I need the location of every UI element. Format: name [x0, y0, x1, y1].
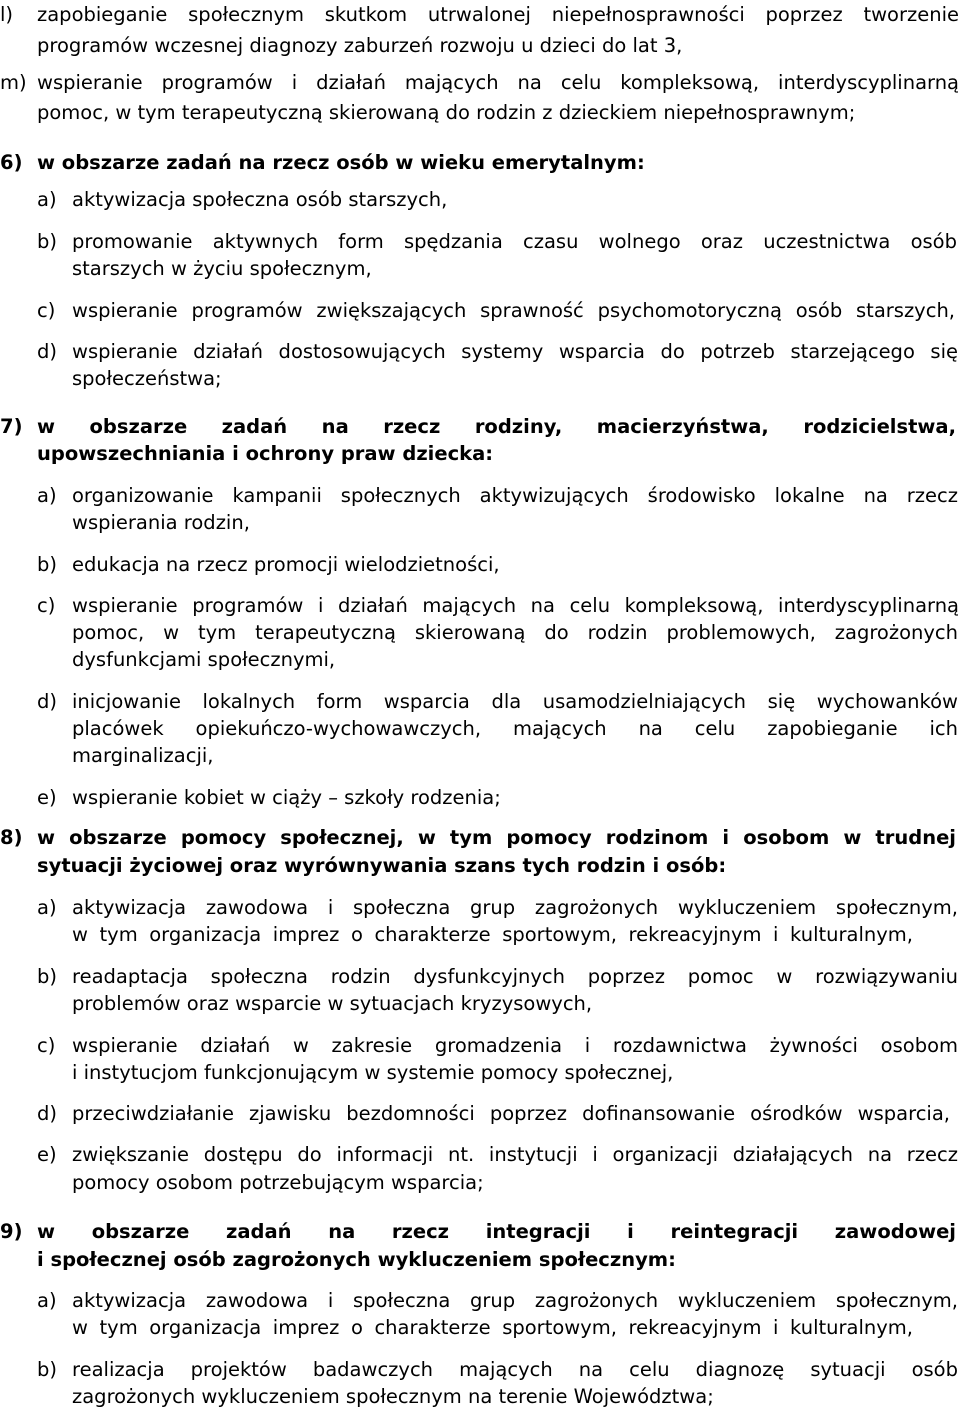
list-marker: b) [37, 230, 57, 253]
list-item-text: w tym organizacja imprez o charakterze sportowym, rekreacyjnym i kulturalnym, [72, 1316, 913, 1339]
section-number: 9) [0, 1220, 23, 1243]
list-item-text: realizacja projektów badawczych mających na celu diagnozę sytuacji osób [72, 1358, 958, 1381]
section-heading: sytuacji życiowej oraz wyrównywania szans tych rodzin i osób: [37, 854, 727, 877]
list-marker: d) [37, 1102, 57, 1125]
list-item-text: programów wczesnej diagnozy zaburzeń rozwoju u dzieci do lat 3, [37, 34, 683, 57]
list-item-text: wspieranie programów i działań mających na celu kompleksową, interdyscyplinarną [37, 71, 959, 94]
list-marker: c) [37, 1034, 56, 1057]
list-item-text: organizowanie kampanii społecznych aktywizujących środowisko lokalne na rzecz [72, 484, 959, 507]
list-marker: e) [37, 786, 57, 809]
list-marker: a) [37, 188, 57, 211]
list-marker: m) [0, 71, 27, 94]
list-item-text: aktywizacja zawodowa i społeczna grup zagrożonych wykluczeniem społecznym, [72, 1289, 958, 1312]
list-item-text: inicjowanie lokalnych form wsparcia dla usamodzielniających się wychowanków [72, 690, 958, 713]
section-heading: w obszarze zadań na rzecz rodziny, macierzyństwa, rodzicielstwa, [37, 415, 956, 438]
list-marker: c) [37, 299, 56, 322]
list-item-text: i instytucjom funkcjonującym w systemie pomocy społecznej, [72, 1061, 674, 1084]
list-item-text: aktywizacja społeczna osób starszych, [72, 188, 448, 211]
list-item-text: wspieranie programów i działań mających na celu kompleksową, interdyscyplinarną [72, 594, 959, 617]
list-item-text: zagrożonych wykluczeniem społecznym na terenie Województwa; [72, 1385, 714, 1408]
list-item-text: aktywizacja zawodowa i społeczna grup zagrożonych wykluczeniem społecznym, [72, 896, 958, 919]
section-number: 8) [0, 826, 23, 849]
list-marker: b) [37, 553, 57, 576]
list-item-text: marginalizacji, [72, 744, 214, 767]
list-item-text: dysfunkcjami społecznymi, [72, 648, 336, 671]
list-item-text: promowanie aktywnych form spędzania czasu wolnego oraz uczestnictwa osób [72, 230, 957, 253]
list-marker: a) [37, 1289, 57, 1312]
list-item-text: pomocy osobom potrzebującym wsparcia; [72, 1171, 484, 1194]
list-item-text: społeczeństwa; [72, 367, 222, 390]
list-item-text: przeciwdziałanie zjawisku bezdomności poprzez dofinansowanie ośrodków wsparcia, [72, 1102, 950, 1125]
list-item-text: readaptacja społeczna rodzin dysfunkcyjnych poprzez pomoc w rozwiązywaniu [72, 965, 959, 988]
list-item-text: wspieranie kobiet w ciąży – szkoły rodzenia; [72, 786, 501, 809]
section-number: 7) [0, 415, 23, 438]
list-marker: l) [0, 3, 14, 26]
section-number: 6) [0, 151, 23, 174]
list-marker: e) [37, 1143, 57, 1166]
section-heading: w obszarze zadań na rzecz integracji i reintegracji zawodowej [37, 1220, 956, 1243]
list-item-text: wspieranie działań dostosowujących systemy wsparcia do potrzeb starzejącego się [72, 340, 958, 363]
section-heading: w obszarze pomocy społecznej, w tym pomocy rodzinom i osobom w trudnej [37, 826, 956, 849]
list-marker: c) [37, 594, 56, 617]
list-marker: b) [37, 1358, 57, 1381]
list-marker: d) [37, 690, 57, 713]
list-item-text: edukacja na rzecz promocji wielodzietności, [72, 553, 500, 576]
section-heading: upowszechniania i ochrony praw dziecka: [37, 442, 494, 465]
list-marker: a) [37, 484, 57, 507]
section-heading: i społecznej osób zagrożonych wykluczeniem społecznym: [37, 1248, 676, 1271]
list-item-text: problemów oraz wsparcie w sytuacjach kryzysowych, [72, 992, 593, 1015]
list-item-text: wspieranie programów zwiększających sprawność psychomotoryczną osób starszych, [72, 299, 955, 322]
list-item-text: wspieranie działań w zakresie gromadzenia i rozdawnictwa żywności osobom [72, 1034, 958, 1057]
list-marker: b) [37, 965, 57, 988]
list-item-text: wspierania rodzin, [72, 511, 250, 534]
list-item-text: w tym organizacja imprez o charakterze sportowym, rekreacyjnym i kulturalnym, [72, 923, 913, 946]
list-item-text: zapobieganie społecznym skutkom utrwalonej niepełnosprawności poprzez tworzenie [37, 3, 959, 26]
section-heading: w obszarze zadań na rzecz osób w wieku emerytalnym: [37, 151, 645, 174]
list-item-text: pomoc, w tym terapeutyczną skierowaną do rodzin problemowych, zagrożonych [72, 621, 958, 644]
list-item-text: placówek opiekuńczo-wychowawczych, mających na celu zapobieganie ich [72, 717, 958, 740]
list-marker: a) [37, 896, 57, 919]
list-item-text: pomoc, w tym terapeutyczną skierowaną do rodzin z dzieckiem niepełnosprawnym; [37, 101, 856, 124]
list-item-text: starszych w życiu społecznym, [72, 257, 372, 280]
list-marker: d) [37, 340, 57, 363]
list-item-text: zwiększanie dostępu do informacji nt. instytucji i organizacji działających na rzecz [72, 1143, 958, 1166]
